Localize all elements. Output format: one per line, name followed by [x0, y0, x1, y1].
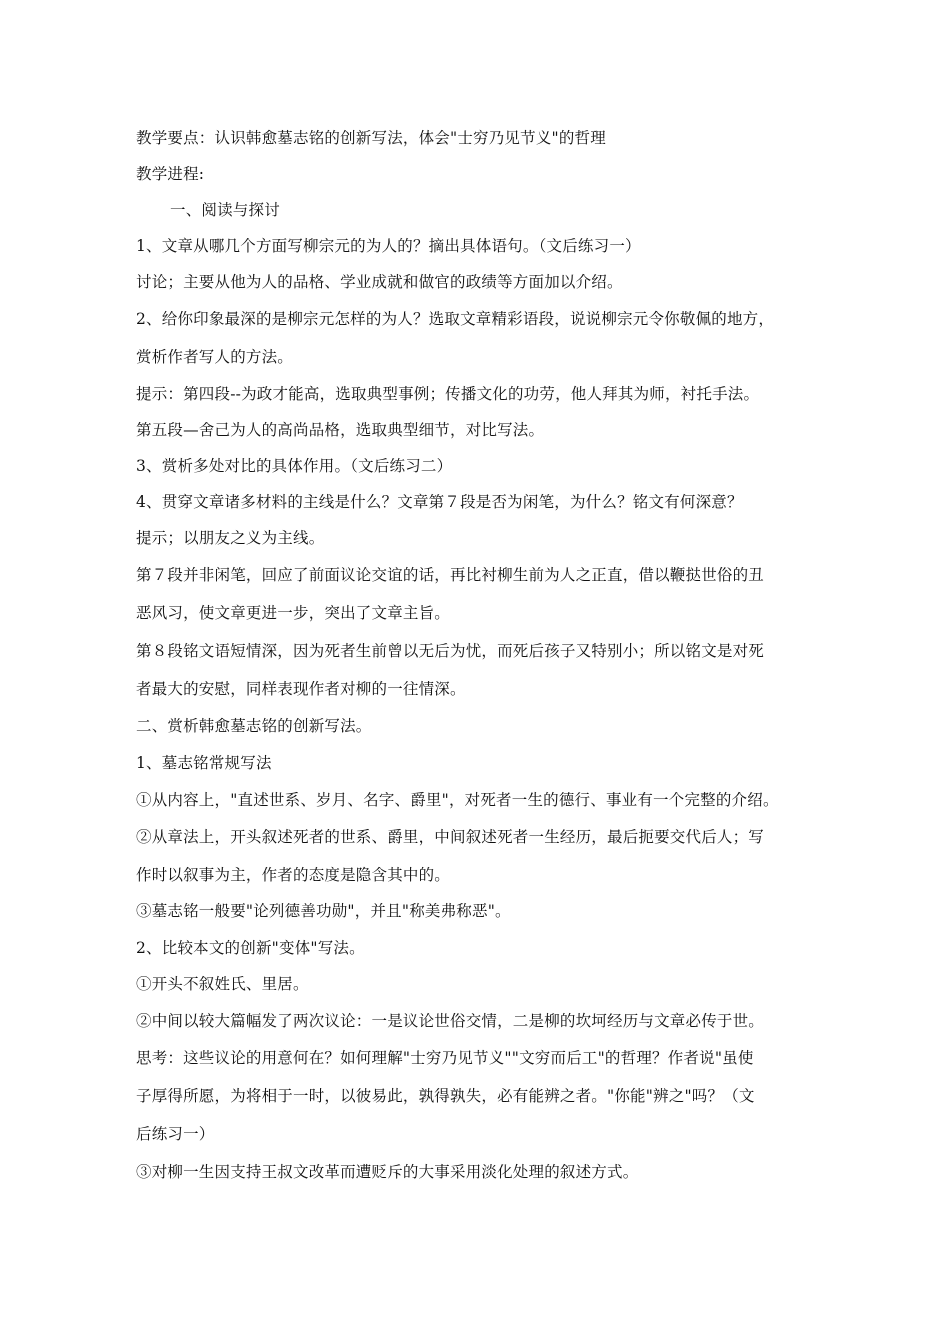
paragraph-7-line-2: 恶风习，使文章更进一步，突出了文章主旨。	[136, 604, 451, 622]
hint-paragraph-5: 第五段—舍己为人的高尚品格，选取典型细节，对比写法。	[136, 421, 545, 439]
conventional-point-3: ③墓志铭一般要"论列德善功勋"，并且"称美弗称恶"。	[136, 902, 511, 920]
innovative-point-2: ②中间以较大篇幅发了两次议论：一是议论世俗交情，二是柳的坎坷经历与文章必传于世。	[136, 1012, 765, 1030]
discussion-1: 讨论；主要从他为人的品格、学业成就和做官的政绩等方面加以介绍。	[136, 273, 623, 291]
question-4: 4、贯穿文章诸多材料的主线是什么？文章第７段是否为闲笔，为什么？铭文有何深意？	[136, 493, 743, 511]
innovative-point-3: ③对柳一生因支持王叔文改革而遭贬斥的大事采用淡化处理的叙述方式。	[136, 1163, 639, 1181]
question-2-line-2: 赏析作者写人的方法。	[136, 348, 294, 366]
conventional-point-2-line-1: ②从章法上，开头叙述死者的世系、爵里，中间叙述死者一生经历，最后扼要交代后人；写	[136, 828, 765, 846]
innovative-point-1: ①开头不叙姓氏、里居。	[136, 975, 309, 993]
question-3: 3、赏析多处对比的具体作用。（文后练习二）	[136, 457, 453, 475]
question-2-line-1: 2、给你印象最深的是柳宗元怎样的为人？选取文章精彩语段，说说柳宗元令你敬佩的地方，	[136, 310, 775, 328]
section-two-heading: 二、赏析韩愈墓志铭的创新写法。	[136, 717, 372, 735]
innovative-method-heading: 2、比较本文的创新"变体"写法。	[136, 939, 365, 957]
conventional-method-heading: 1、墓志铭常规写法	[136, 754, 272, 772]
conventional-point-2-line-2: 作时以叙事为主，作者的态度是隐含其中的。	[136, 866, 451, 884]
paragraph-7-line-1: 第７段并非闲笔，回应了前面议论交谊的话，再比衬柳生前为人之正直，借以鞭挞世俗的丑	[136, 566, 765, 584]
teaching-key-points: 教学要点：认识韩愈墓志铭的创新写法，体会"士穷乃见节义"的哲理	[136, 129, 606, 147]
conventional-point-1: ①从内容上，"直述世系、岁月、名字、爵里"，对死者一生的德行、事业有一个完整的介绍。	[136, 791, 779, 809]
question-1: 1、文章从哪几个方面写柳宗元的为人的？摘出具体语句。（文后练习一）	[136, 237, 641, 255]
paragraph-8-line-1: 第８段铭文语短情深，因为死者生前曾以无后为忧，而死后孩子又特别小；所以铭文是对死	[136, 642, 765, 660]
thinking-line-3: 后练习一）	[136, 1125, 215, 1143]
thinking-line-1: 思考：这些议论的用意何在？如何理解"士穷乃见节义""文穷而后工"的哲理？作者说"虽使	[136, 1049, 754, 1067]
hint-main-thread: 提示；以朋友之义为主线。	[136, 529, 325, 547]
hint-paragraph-4: 提示：第四段--为政才能高，选取典型事例；传播文化的功劳，他人拜其为师，衬托手法。	[136, 385, 760, 403]
paragraph-8-line-2: 者最大的安慰，同样表现作者对柳的一往情深。	[136, 680, 466, 698]
teaching-process-heading: 教学进程:	[136, 165, 205, 183]
thinking-line-2: 子厚得所愿，为将相于一时，以彼易此，孰得孰失，必有能辨之者。"你能"辨之"吗？（文	[136, 1087, 755, 1105]
section-one-heading: 一、阅读与探讨	[170, 201, 280, 219]
